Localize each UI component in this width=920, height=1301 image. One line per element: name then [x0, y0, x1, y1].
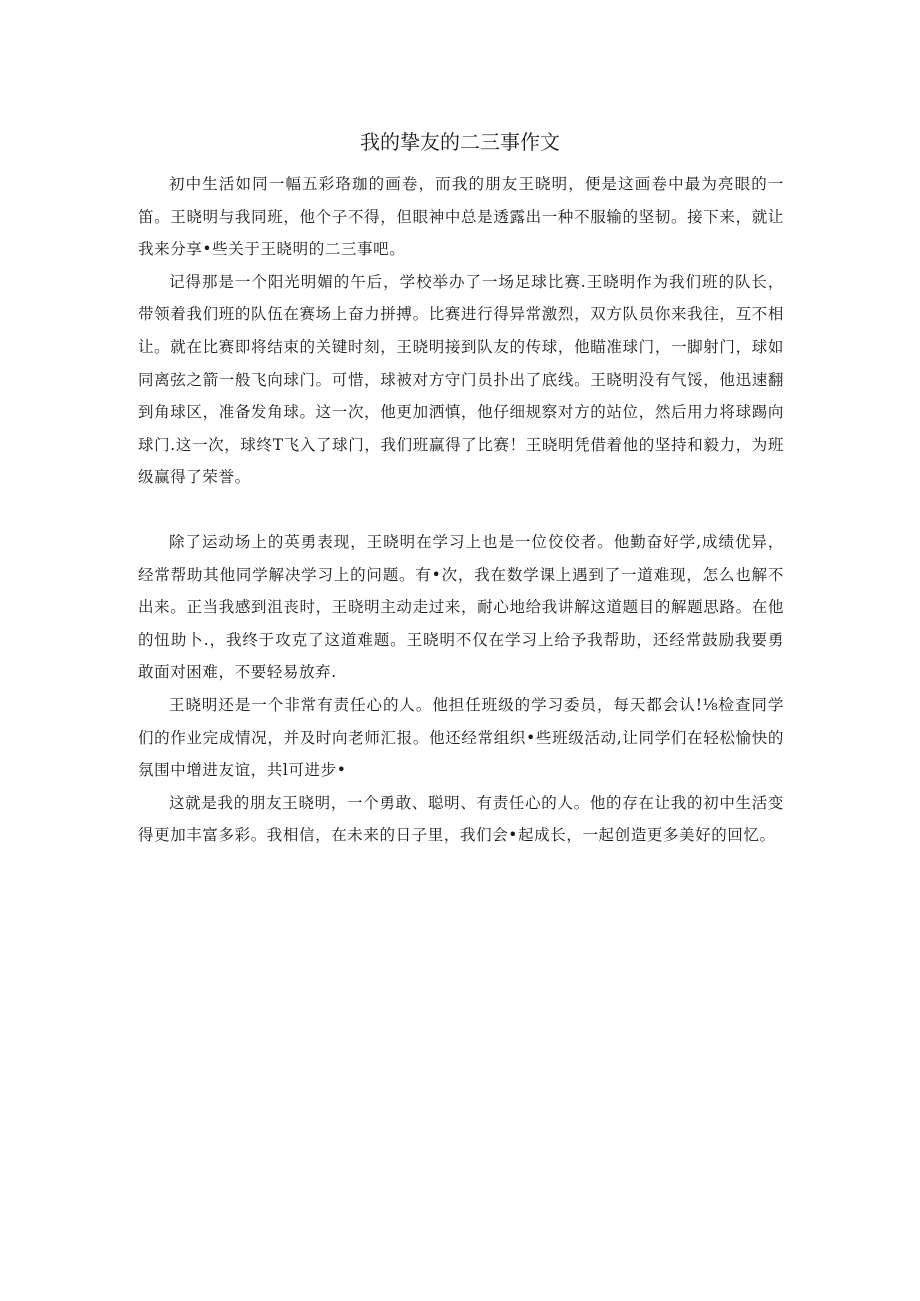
page-title: 我的挚友的二三事作文 — [360, 130, 560, 154]
paragraph-conclusion: 这就是我的朋友王晓明，一个勇敢、聪明、有责任心的人。他的存在让我的初中生活变得更加丰富多彩。我相信，在未来的日子里，我们会•起成长，一起创造更多美好的回忆。 — [138, 793, 784, 845]
paragraph-responsibility: 王晓明还是一个非常有责任心的人。他担任班级的学习委员，每天都会认!⅛检查同学们的作业完成情况，并及时向老师汇报。他还经常组织•些班级活动,让同学们在轻松愉快的氛围中增进友谊，共l可进步• — [138, 695, 784, 780]
paragraph-study: 除了运动场上的英勇表现，王晓明在学习上也是一位佼佼者。他勤奋好学,成绩优异，经常帮助其他同学解决学习上的问题。有•次，我在数学课上遇到了一道难现，怎么也解不出来。正当我感到沮丧时，王晓明主动走过来，耐心地给我讲解这道题目的解题思路。在他的忸助卜.，我终于攻克了这道难题。王晓明不仅在学习上给予我帮助，还经常鼓励我要勇敢面对困难，不要轻易放弃. — [138, 532, 784, 682]
paragraph-intro: 初中生活如同一幅五彩珞珈的画卷，而我的朋友王晓明，便是这画卷中最为亮眼的一笛。王晓明与我同班，他个子不得，但眼神中总是透露出一种不服输的坚韧。接下来，就让我来分享•些关于王晓明的二三事吧。 — [138, 175, 784, 259]
essay-body — [138, 168, 784, 852]
paragraph-football: 记得那是一个阳光明媚的午后，学校举办了一场足球比赛.王晓明作为我们班的队长，带领着我们班的队伍在赛场上奋力拼搏。比赛进行得异常激烈，双方队员你来我往，互不相让。就在比赛即将结束的关键时刻，王晓明接到队友的传球，他瞄准球门，一脚射门，球如同离弦之箭一般飞向球门。可惜，球被对方守门员扑出了底线。王晓明没有气馁，他迅速翻到角球区，准备发角球。这一次，他更加洒慎，他仔细规察对方的站位，然后用力将球踢向球门.这一次，球终T飞入了球门，我们班赢得了比赛！王晓明凭借着他的坚持和毅力，为班级赢得了荣誉。 — [138, 272, 784, 487]
paragraph-spacer — [138, 494, 784, 526]
